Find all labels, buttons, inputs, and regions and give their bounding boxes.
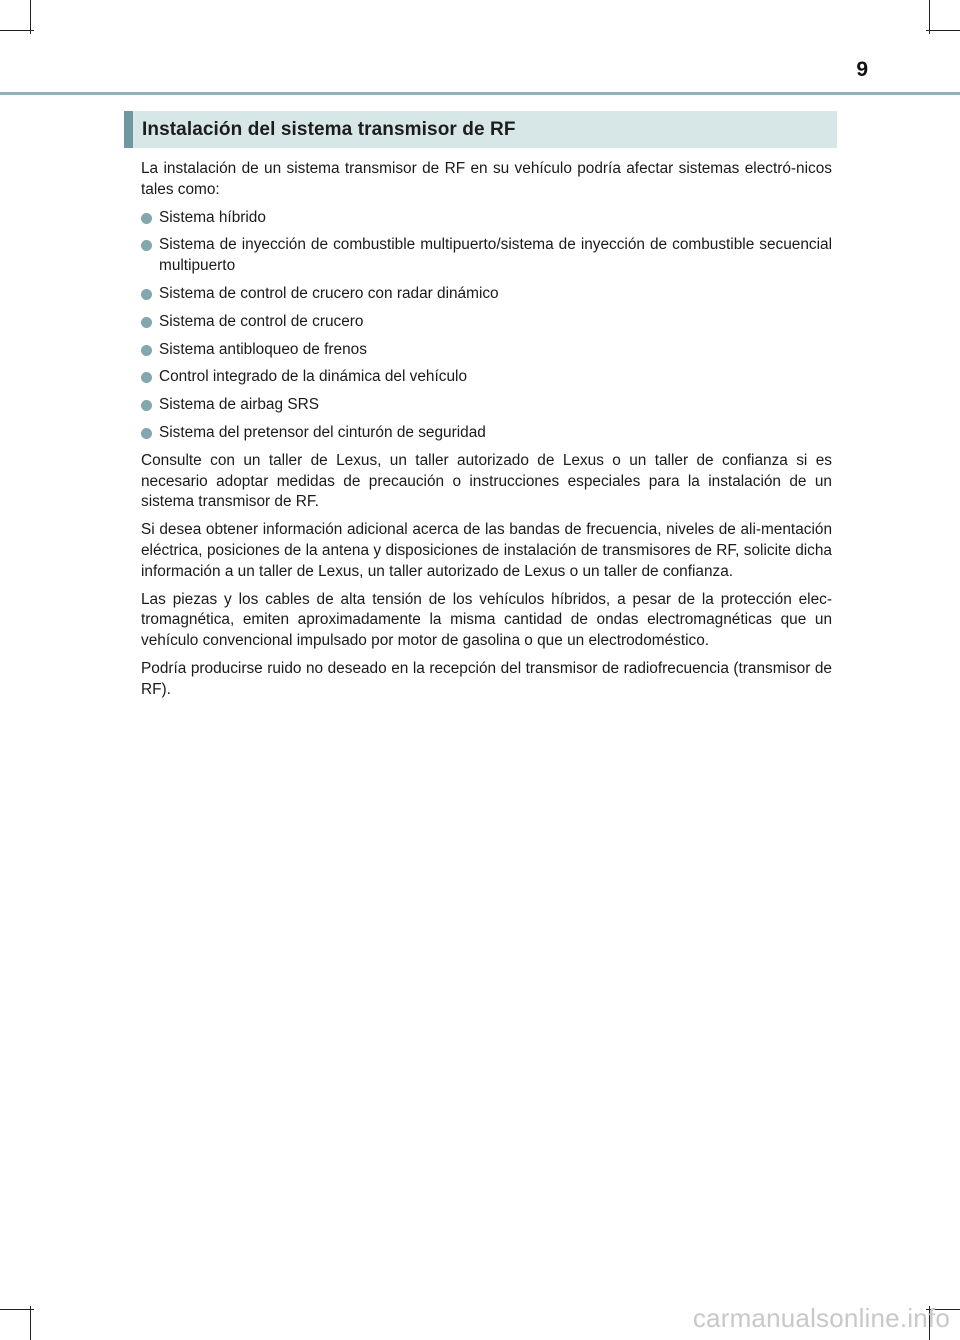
bullet-icon [141, 428, 152, 439]
list-item-text: Sistema del pretensor del cinturón de seguridad [159, 423, 486, 441]
crop-mark [929, 0, 930, 34]
section-header [124, 111, 837, 148]
crop-mark [30, 1306, 31, 1340]
bullet-icon [141, 240, 152, 251]
body-content [141, 159, 832, 708]
list-item-text: Sistema antibloqueo de frenos [159, 340, 367, 358]
intro-paragraph: La instalación de un sistema transmisor de RF en su vehículo podría afectar sistemas electró-nicos tales como: [141, 160, 832, 198]
bullet-icon [141, 289, 152, 300]
list-item [141, 235, 832, 277]
list-item [141, 395, 832, 416]
list-item-text: Control integrado de la dinámica del vehículo [159, 368, 468, 386]
list-item-text: Sistema de control de crucero con radar dinámico [159, 284, 499, 302]
crop-mark [0, 30, 34, 31]
bullet-icon [141, 345, 152, 356]
crop-mark [0, 1309, 34, 1310]
section-title: Instalación del sistema transmisor de RF [142, 118, 516, 140]
bullet-icon [141, 317, 152, 328]
crop-mark [926, 30, 960, 31]
list-item-text: Sistema de control de crucero [159, 312, 364, 330]
list-item-text: Sistema híbrido [159, 208, 266, 226]
bullet-icon [141, 372, 152, 383]
list-item [141, 312, 832, 333]
crop-mark [30, 0, 31, 34]
watermark: carmanualsonline.info [692, 1303, 950, 1333]
bullet-icon [141, 213, 152, 224]
body-paragraph: Las piezas y los cables de alta tensión de los vehículos híbridos, a pesar de la protección elec-tromagnética, emiten aproximadamente la misma cantidad de ondas electromagnéticas que un vehículo convencional impulsado por motor de gasolina o que un electrodoméstico. [141, 590, 832, 650]
list-item [141, 340, 832, 361]
affected-systems-list [141, 208, 832, 444]
bullet-icon [141, 400, 152, 411]
body-paragraph: Consulte con un taller de Lexus, un taller autorizado de Lexus o un taller de confianza si es necesario adoptar medidas de precaución o instrucciones especiales para la instalación de un sistema transmisor de RF. [141, 451, 832, 511]
list-item [141, 423, 832, 444]
list-item [141, 284, 832, 305]
list-item-text: Sistema de airbag SRS [159, 396, 319, 414]
body-paragraph: Si desea obtener información adicional acerca de las bandas de frecuencia, niveles de ali-mentación eléctrica, posiciones de la antena y disposiciones de instalación de transmisores de RF, solicite dicha información a un taller de Lexus, un taller autorizado de Lexus o un taller de confianza. [141, 521, 832, 580]
body-paragraph: Podría producirse ruido no deseado en la recepción del transmisor de radiofrecuencia (transmisor de RF). [141, 659, 832, 698]
header-rule [0, 92, 960, 95]
list-item [141, 208, 832, 229]
list-item-text: Sistema de inyección de combustible multipuerto/sistema de inyección de combustible secuencial multipuerto [159, 236, 832, 275]
page-number: 9 [856, 58, 868, 81]
section-accent-bar [124, 111, 133, 148]
list-item [141, 367, 832, 388]
